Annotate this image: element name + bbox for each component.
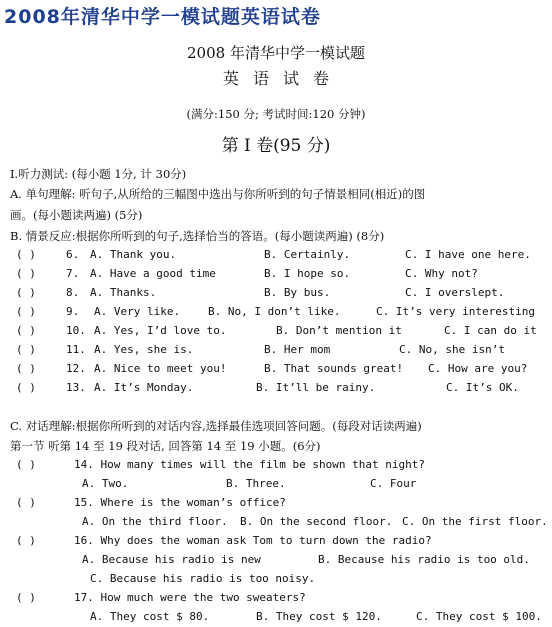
- question-16-text: 16. Why does the woman ask Tom to turn down the radio?: [74, 534, 432, 547]
- question-number: 12.: [66, 362, 86, 375]
- score-info: (满分:150 分; 考试时间:120 分钟): [186, 107, 366, 121]
- option-a: A. On the third floor.: [82, 515, 228, 528]
- section-c-subtitle: 第一节 听第 14 至 19 段对话, 回答第 14 至 19 小题。(6分): [10, 439, 321, 453]
- option-a: A. Yes, I’d love to.: [94, 324, 227, 337]
- option-a: A. Have a good time: [90, 267, 216, 280]
- option-a: A. They cost $ 80.: [90, 610, 210, 623]
- option-b: B. They cost $ 120.: [256, 610, 382, 623]
- option-b: B. Don’t mention it: [276, 324, 402, 337]
- option-b: B. That sounds great!: [264, 362, 404, 375]
- exam-subtitle: 2008 年清华中学一模试题: [187, 44, 365, 62]
- section1-title: I.听力测试: (每小题 1分, 计 30分): [10, 167, 187, 181]
- option-c: C. No, she isn’t: [399, 343, 505, 356]
- question-15-text: 15. Where is the woman’s office?: [74, 496, 286, 509]
- question-number: 8.: [66, 286, 80, 299]
- option-c: C. They cost $ 100.: [416, 610, 542, 623]
- question-bracket: ( ): [16, 267, 36, 280]
- section-c-title: C. 对话理解:根据你所听到的对话内容,选择最佳选项回答问题。(每段对话读两遍): [10, 419, 422, 433]
- option-c: C. I have one here.: [405, 248, 531, 261]
- option-c: C. Four: [370, 477, 417, 490]
- option-b: B. Her mom: [264, 343, 331, 356]
- question-bracket: ( ): [16, 496, 36, 509]
- question-bracket: ( ): [16, 458, 36, 471]
- option-b: B. I hope so.: [264, 267, 351, 280]
- part-title: 第 I 卷(95 分): [221, 136, 331, 156]
- option-a: A. Yes, she is.: [94, 343, 194, 356]
- question-bracket: ( ): [16, 305, 36, 318]
- option-a: A. Two.: [82, 477, 129, 490]
- question-bracket: ( ): [16, 381, 36, 394]
- question-number: 7.: [66, 267, 80, 280]
- option-b: B. By bus.: [264, 286, 331, 299]
- exam-subject: 英语试卷: [222, 69, 343, 88]
- option-c: C. On the first floor.: [402, 515, 548, 528]
- option-c: C. How are you?: [428, 362, 528, 375]
- option-b: B. Because his radio is too old.: [318, 553, 530, 566]
- question-bracket: ( ): [16, 343, 36, 356]
- question-17-text: 17. How much were the two sweaters?: [74, 591, 306, 604]
- option-b: B. On the second floor.: [240, 515, 393, 528]
- document-banner-title: 2008年清华中学一模试题英语试卷: [4, 6, 321, 28]
- question-bracket: ( ): [16, 591, 36, 604]
- option-c: C. I overslept.: [405, 286, 505, 299]
- question-bracket: ( ): [16, 286, 36, 299]
- option-b: B. Certainly.: [264, 248, 351, 261]
- question-number: 9.: [66, 305, 80, 318]
- question-number: 13.: [66, 381, 86, 394]
- question-bracket: ( ): [16, 248, 36, 261]
- option-a: A. Thanks.: [90, 286, 157, 299]
- option-c: C. I can do it: [444, 324, 537, 337]
- question-number: 6.: [66, 248, 80, 261]
- question-bracket: ( ): [16, 362, 36, 375]
- option-a: A. Because his radio is new: [82, 553, 261, 566]
- question-number: 10.: [66, 324, 86, 337]
- option-c: C. Why not?: [405, 267, 478, 280]
- option-a: A. It’s Monday.: [94, 381, 194, 394]
- option-a: A. Very like.: [94, 305, 181, 318]
- section-b-title: B. 情景反应:根据你所听到的句子,选择恰当的答语。(每小题读两遍) (8分): [10, 229, 385, 243]
- option-c: C. It’s OK.: [446, 381, 519, 394]
- question-number: 11.: [66, 343, 86, 356]
- option-a: A. Nice to meet you!: [94, 362, 227, 375]
- section-a-line2: 画。(每小题读两遍) (5分): [10, 208, 143, 222]
- question-bracket: ( ): [16, 534, 36, 547]
- option-b: B. No, I don’t like.: [208, 305, 341, 318]
- question-bracket: ( ): [16, 324, 36, 337]
- option-c: C. Because his radio is too noisy.: [90, 572, 316, 585]
- question-14-text: 14. How many times will the film be shown that night?: [74, 458, 425, 471]
- option-c: C. It’s very interesting: [376, 305, 535, 318]
- option-a: A. Thank you.: [90, 248, 177, 261]
- option-b: B. Three.: [226, 477, 286, 490]
- section-a-line1: A. 单句理解: 听句子,从所给的三幅图中选出与你所听到的句子情景相同(相近)的图: [10, 187, 426, 201]
- option-b: B. It’ll be rainy.: [256, 381, 376, 394]
